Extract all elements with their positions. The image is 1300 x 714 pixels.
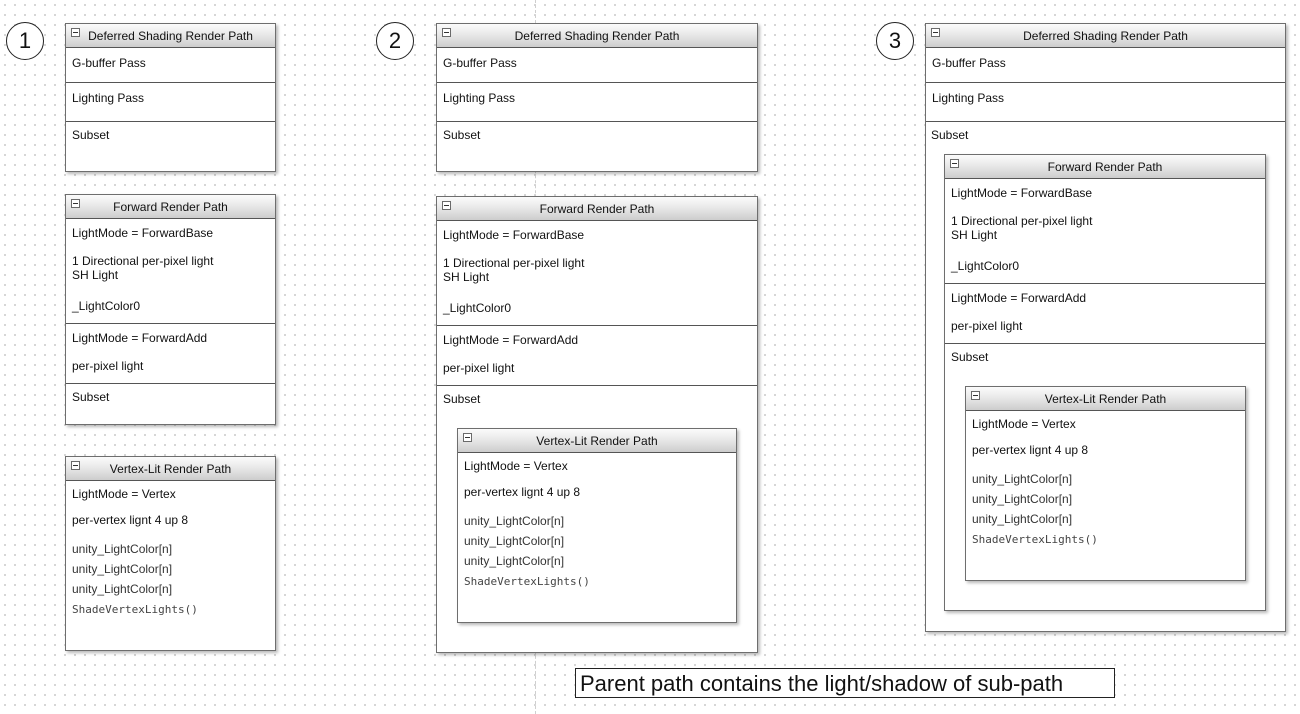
forward-render-panel-3: [944, 154, 1266, 611]
panel-title: Deferred Shading Render Path: [1023, 29, 1188, 43]
unity-light-color-label: unity_LightColor[n]: [464, 534, 565, 548]
sh-light-label: SH Light: [951, 228, 998, 242]
shade-vertex-lights-label: ShadeVertexLights(): [464, 575, 590, 588]
forward-base-section: [945, 179, 1265, 283]
panel-header: [66, 457, 275, 481]
per-vertex-light-label: per-vertex lignt 4 up 8: [464, 485, 581, 499]
subset-label: Subset: [72, 128, 110, 142]
lighting-pass-label: Lighting Pass: [443, 91, 516, 105]
gbuffer-pass-label: G-buffer Pass: [72, 56, 146, 70]
caption-box: Parent path contains the light/shadow of sub-path: [575, 668, 1115, 698]
subset-section: [66, 383, 275, 425]
deferred-shading-panel-2: [436, 23, 758, 172]
sh-light-label: SH Light: [72, 268, 119, 282]
light-color-label: _LightColor0: [951, 259, 1020, 273]
gbuffer-section: [926, 48, 1285, 82]
light-mode-label: LightMode = ForwardAdd: [951, 291, 1087, 305]
vertex-lit-panel-2: [457, 428, 737, 623]
unity-light-color-label: unity_LightColor[n]: [972, 472, 1073, 486]
badge-3: 3: [876, 22, 914, 60]
vertex-lit-panel-3: [965, 386, 1246, 581]
light-mode-label: LightMode = ForwardBase: [443, 228, 585, 242]
lighting-section: [66, 82, 275, 121]
unity-light-color-label: unity_LightColor[n]: [464, 514, 565, 528]
shade-vertex-lights-label: ShadeVertexLights(): [72, 603, 198, 616]
panel-header: [66, 195, 275, 219]
panel-header: [437, 197, 757, 221]
subset-label: Subset: [443, 128, 481, 142]
gbuffer-pass-label: G-buffer Pass: [932, 56, 1006, 70]
light-mode-label: LightMode = Vertex: [972, 417, 1076, 431]
panel-title: Forward Render Path: [1047, 160, 1163, 174]
subset-section: [66, 121, 275, 171]
collapse-icon[interactable]: [463, 433, 472, 442]
shade-vertex-lights-label: ShadeVertexLights(): [972, 533, 1098, 546]
subset-section: [945, 343, 1265, 611]
deferred-shading-panel-1: [65, 23, 276, 172]
lighting-section: [926, 82, 1285, 121]
unity-light-color-label: unity_LightColor[n]: [72, 542, 173, 556]
unity-light-color-label: unity_LightColor[n]: [464, 554, 565, 568]
directional-light-label: 1 Directional per-pixel light: [72, 254, 214, 268]
panel-header: [437, 24, 757, 48]
collapse-icon[interactable]: [71, 28, 80, 37]
light-mode-label: LightMode = Vertex: [72, 487, 176, 501]
per-pixel-light-label: per-pixel light: [443, 361, 515, 375]
gbuffer-pass-label: G-buffer Pass: [443, 56, 517, 70]
subset-label: Subset: [72, 390, 110, 404]
light-color-label: _LightColor0: [443, 301, 512, 315]
collapse-icon[interactable]: [71, 461, 80, 470]
panel-title: Vertex-Lit Render Path: [109, 462, 232, 476]
light-mode-label: LightMode = ForwardBase: [72, 226, 214, 240]
per-vertex-light-label: per-vertex lignt 4 up 8: [972, 443, 1089, 457]
unity-light-color-label: unity_LightColor[n]: [72, 582, 173, 596]
vertex-lit-panel-1: [65, 456, 276, 651]
vertex-section: [66, 481, 275, 651]
subset-label: Subset: [443, 392, 481, 406]
per-pixel-light-label: per-pixel light: [72, 359, 144, 373]
subset-section: [926, 121, 1285, 632]
panel-header: [66, 24, 275, 48]
subset-section: [437, 385, 757, 653]
panel-header: [458, 429, 736, 453]
vertex-section: [458, 453, 736, 623]
light-mode-label: LightMode = Vertex: [464, 459, 568, 473]
panel-title: Deferred Shading Render Path: [514, 29, 680, 43]
forward-base-section: [437, 221, 757, 325]
badge-2: 2: [376, 22, 414, 60]
gbuffer-section: [437, 48, 757, 82]
collapse-icon[interactable]: [71, 199, 80, 208]
subset-label: Subset: [931, 128, 969, 142]
light-mode-label: LightMode = ForwardBase: [951, 186, 1093, 200]
panel-header: [966, 387, 1245, 411]
lighting-pass-label: Lighting Pass: [72, 91, 145, 105]
panel-title: Forward Render Path: [113, 200, 228, 214]
subset-section: [437, 121, 757, 171]
collapse-icon[interactable]: [442, 28, 451, 37]
unity-light-color-label: unity_LightColor[n]: [972, 512, 1073, 526]
forward-add-section: [437, 325, 757, 385]
forward-render-panel-2: [436, 196, 758, 653]
collapse-icon[interactable]: [442, 201, 451, 210]
forward-base-section: [66, 219, 275, 323]
directional-light-label: 1 Directional per-pixel light: [951, 214, 1093, 228]
unity-light-color-label: unity_LightColor[n]: [72, 562, 173, 576]
subset-label: Subset: [951, 350, 989, 364]
gbuffer-section: [66, 48, 275, 82]
panel-title: Forward Render Path: [539, 202, 655, 216]
panel-title: Deferred Shading Render Path: [88, 29, 253, 43]
light-color-label: _LightColor0: [72, 299, 141, 313]
lighting-pass-label: Lighting Pass: [932, 91, 1005, 105]
panel-header: [926, 24, 1285, 48]
collapse-icon[interactable]: [931, 28, 940, 37]
per-vertex-light-label: per-vertex lignt 4 up 8: [72, 513, 189, 527]
collapse-icon[interactable]: [950, 159, 959, 168]
light-mode-label: LightMode = ForwardAdd: [72, 331, 208, 345]
per-pixel-light-label: per-pixel light: [951, 319, 1023, 333]
forward-add-section: [66, 323, 275, 383]
panel-header: [945, 155, 1265, 179]
light-mode-label: LightMode = ForwardAdd: [443, 333, 579, 347]
badge-1: 1: [6, 22, 44, 60]
collapse-icon[interactable]: [971, 391, 980, 400]
vertex-section: [966, 411, 1245, 581]
sh-light-label: SH Light: [443, 270, 490, 284]
directional-light-label: 1 Directional per-pixel light: [443, 256, 585, 270]
forward-render-panel-1: [65, 194, 276, 425]
forward-add-section: [945, 283, 1265, 343]
panel-title: Vertex-Lit Render Path: [536, 434, 658, 448]
lighting-section: [437, 82, 757, 121]
unity-light-color-label: unity_LightColor[n]: [972, 492, 1073, 506]
panel-title: Vertex-Lit Render Path: [1044, 392, 1167, 406]
deferred-shading-panel-3: [925, 23, 1286, 632]
